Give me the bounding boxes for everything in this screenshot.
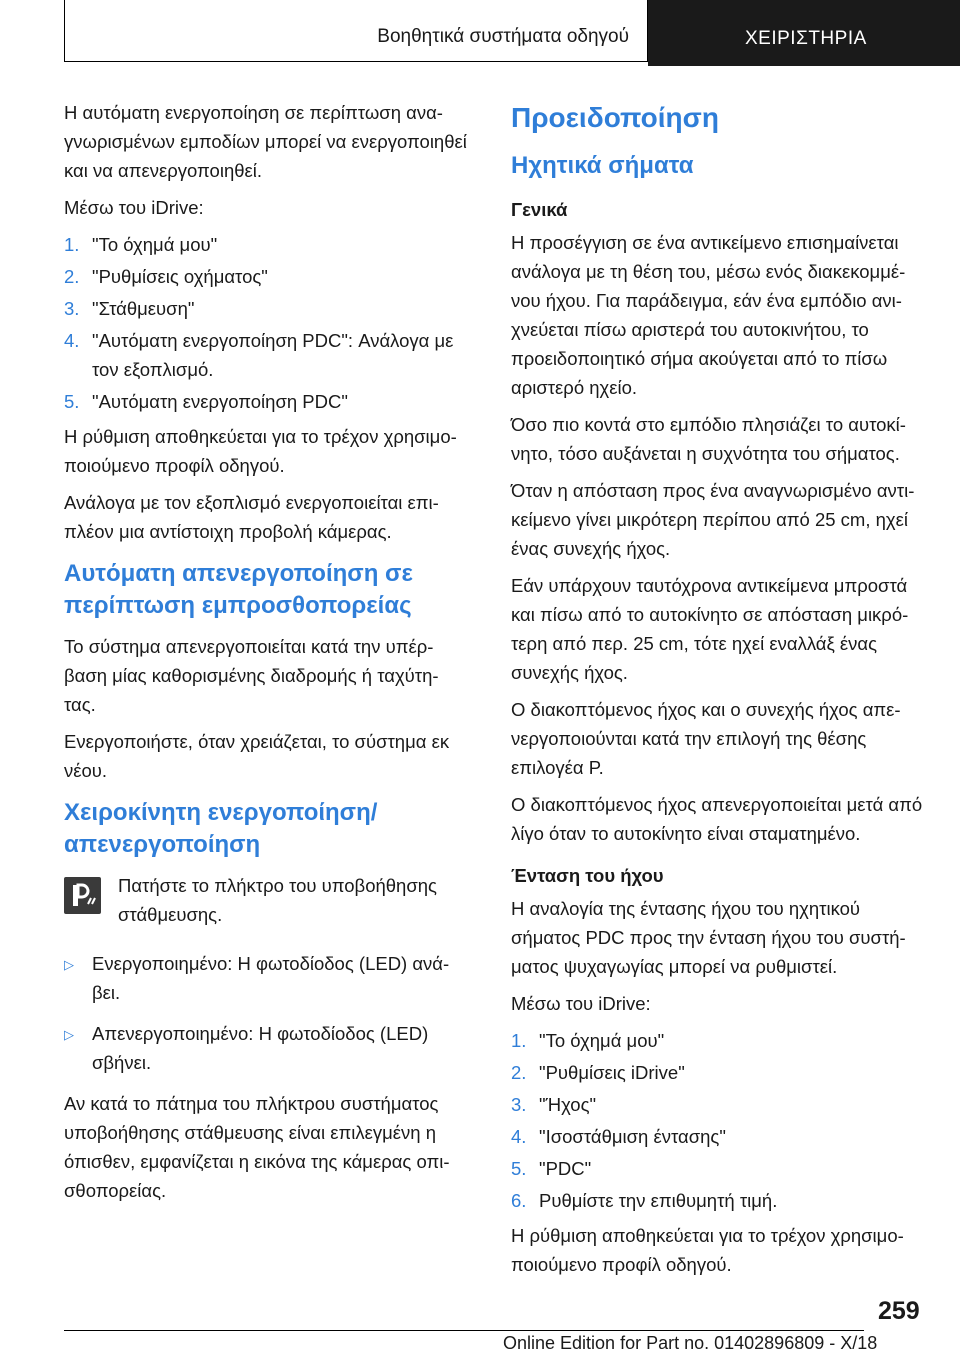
list-item [64,262,470,291]
step-text: "Αυτόματη ενεργοποίηση PDC" [92,391,348,412]
triangle-bullet-icon: ▷ [64,957,74,972]
page-header [64,0,960,66]
step-text: "PDC" [539,1158,592,1179]
warning-heading: Προειδοποίηση [511,102,719,133]
list-item [64,949,470,1007]
step-text: "Το όχημά μου" [92,234,218,255]
general-heading: Γενικά [511,199,568,220]
saved-note: Η ρύθμιση αποθηκεύεται για το τρέχον χρησιμο-ποιούμενο προφίλ οδηγού. [511,1225,904,1275]
list-item [511,1154,931,1183]
general-paragraph: Όσο πιο κοντά στο εμπόδιο πλησιάζει το αυτοκί-νητο, τόσο αυξάνεται η συχνότητα του σήματος. [511,414,906,464]
forward-heading: Αυτόματη απενεργοποίηση σε περίπτωση εμπροσθοπορείας [64,560,413,619]
steps-list [511,1026,931,1215]
idrive-intro: Μέσω του iDrive: [64,197,204,218]
list-item [511,1122,931,1151]
volume-paragraph: Η αναλογία της έντασης ήχου του ηχητικού σήματος PDC προς την ένταση ήχου του συστή-ματος ψυχαγωγίας μπορεί να ρυθμιστεί. [511,898,906,977]
list-item [64,1019,470,1077]
list-item [64,294,470,323]
step-text: "Το όχημά μου" [539,1030,665,1051]
step-text: "Ισοστάθμιση έντασης" [539,1126,726,1147]
step-text: "Ήχος" [539,1094,597,1115]
list-item [511,1090,931,1119]
camera-note: Ανάλογα με τον εξοπλισμό ενεργοποιείται επι-πλέον μια αντίστοιχη προβολή κάμερας. [64,492,439,542]
footer-divider [64,1330,864,1331]
list-item [64,387,470,416]
chapter-title: ΧΕΙΡΙΣΤΗΡΙΑ [745,28,867,49]
step-number: 1. [511,1030,527,1051]
edition-footer: Online Edition for Part no. 01402896809 - X/18 [503,1333,878,1353]
park-assist-button-icon [64,877,101,914]
step-number: 5. [511,1158,527,1179]
list-item [511,1026,931,1055]
step-number: 4. [64,330,80,351]
led-status-list [64,949,470,1077]
bullet-text: Ενεργοποιημένο: Η φωτοδίοδος (LED) ανά-βει. [92,953,450,1003]
steps-list [64,230,470,416]
forward-text-2: Ενεργοποιήστε, όταν χρειάζεται, το σύστημα εκ νέου. [64,731,450,781]
chapter-tab [648,0,960,66]
step-number: 1. [64,234,80,255]
list-item [64,326,470,384]
step-number: 2. [64,266,80,287]
intro-paragraph: Η αυτόματη ενεργοποίηση σε περίπτωση ανα-γνωρισμένων εμποδίων μπορεί να ενεργοποιηθεί και να απενεργοποιηθεί. [64,102,467,181]
saved-note: Η ρύθμιση αποθηκεύεται για το τρέχον χρησιμο-ποιούμενο προφίλ οδηγού. [64,426,457,476]
list-item [64,230,470,259]
step-text: Ρυθμίστε την επιθυμητή τιμή. [539,1190,778,1211]
general-paragraph: Ο διακοπτόμενος ήχος και ο συνεχής ήχος απε-νεργοποιούνται κατά την επιλογή της θέσης επιλογέα P. [511,699,901,778]
acoustic-heading: Ηχητικά σήματα [511,152,694,179]
step-number: 3. [511,1094,527,1115]
page-number: 259 [878,1297,920,1325]
general-paragraph: Εάν υπάρχουν ταυτόχρονα αντικείμενα μπροστά και πίσω από το αυτοκίνητο σε απόσταση μικρό-τερη από περ. 25 cm, τότε ηχεί εναλλάξ ένας συνεχής ήχος. [511,575,909,683]
section-tab [64,0,648,62]
manual-heading: Χειροκίνητη ενεργοποίηση/απενεργοποίηση [64,799,378,858]
general-paragraph: Η προσέγγιση σε ένα αντικείμενο επισημαίνεται ανάλογα με τη θέση του, μέσω ενός διακεκομμέ-νου ήχου. Για παράδειγμα, εάν ένα εμπόδιο ανι-χνεύεται πίσω αριστερά του αυτοκινήτου, το προειδοποιητικό σήμα ακούγεται από το πίσω αριστερό ηχείο. [511,232,906,398]
bullet-text: Απενεργοποιημένο: Η φωτοδίοδος (LED) σβήνει. [92,1023,429,1073]
forward-text-1: Το σύστημα απενεργοποιείται κατά την υπέρ-βαση μίας καθορισμένης διαδρομής ή ταχύτη-τας. [64,636,439,715]
step-text: "Στάθμευση" [92,298,195,319]
left-column [64,98,470,1213]
idrive-intro: Μέσω του iDrive: [511,993,651,1014]
reverse-note: Αν κατά το πάτημα του πλήκτρου συστήματος υποβοήθησης στάθμευσης είναι επιλεγμένη η όπισθεν, εμφανίζεται η εικόνα της κάμερας οπι-σθοπορείας. [64,1093,450,1201]
general-paragraph: Ο διακοπτόμενος ήχος απενεργοποιείται μετά από λίγο όταν το αυτοκίνητο είναι σταματημένο. [511,794,923,844]
step-number: 6. [511,1190,527,1211]
step-number: 5. [64,391,80,412]
general-paragraph: Όταν η απόσταση προς ένα αναγνωρισμένο αντι-κείμενο γίνει μικρότερη περίπου από 25 cm, ηχεί ένας συνεχής ήχος. [511,480,915,559]
step-number: 4. [511,1126,527,1147]
step-number: 3. [64,298,80,319]
button-instruction-text: Πατήστε το πλήκτρο του υποβοήθησης στάθμευσης. [118,875,437,925]
section-title: Βοηθητικά συστήματα οδηγού [377,26,629,47]
volume-heading: Ένταση του ήχου [511,865,664,886]
right-column [511,98,931,1287]
step-number: 2. [511,1062,527,1083]
list-item [511,1186,931,1215]
step-text: "Ρυθμίσεις iDrive" [539,1062,685,1083]
step-text: "Αυτόματη ενεργοποίηση PDC": Ανάλογα με τον εξοπλισμό. [92,330,454,380]
list-item [511,1058,931,1087]
step-text: "Ρυθμίσεις οχήματος" [92,266,268,287]
button-instruction [64,871,470,929]
triangle-bullet-icon: ▷ [64,1027,74,1042]
